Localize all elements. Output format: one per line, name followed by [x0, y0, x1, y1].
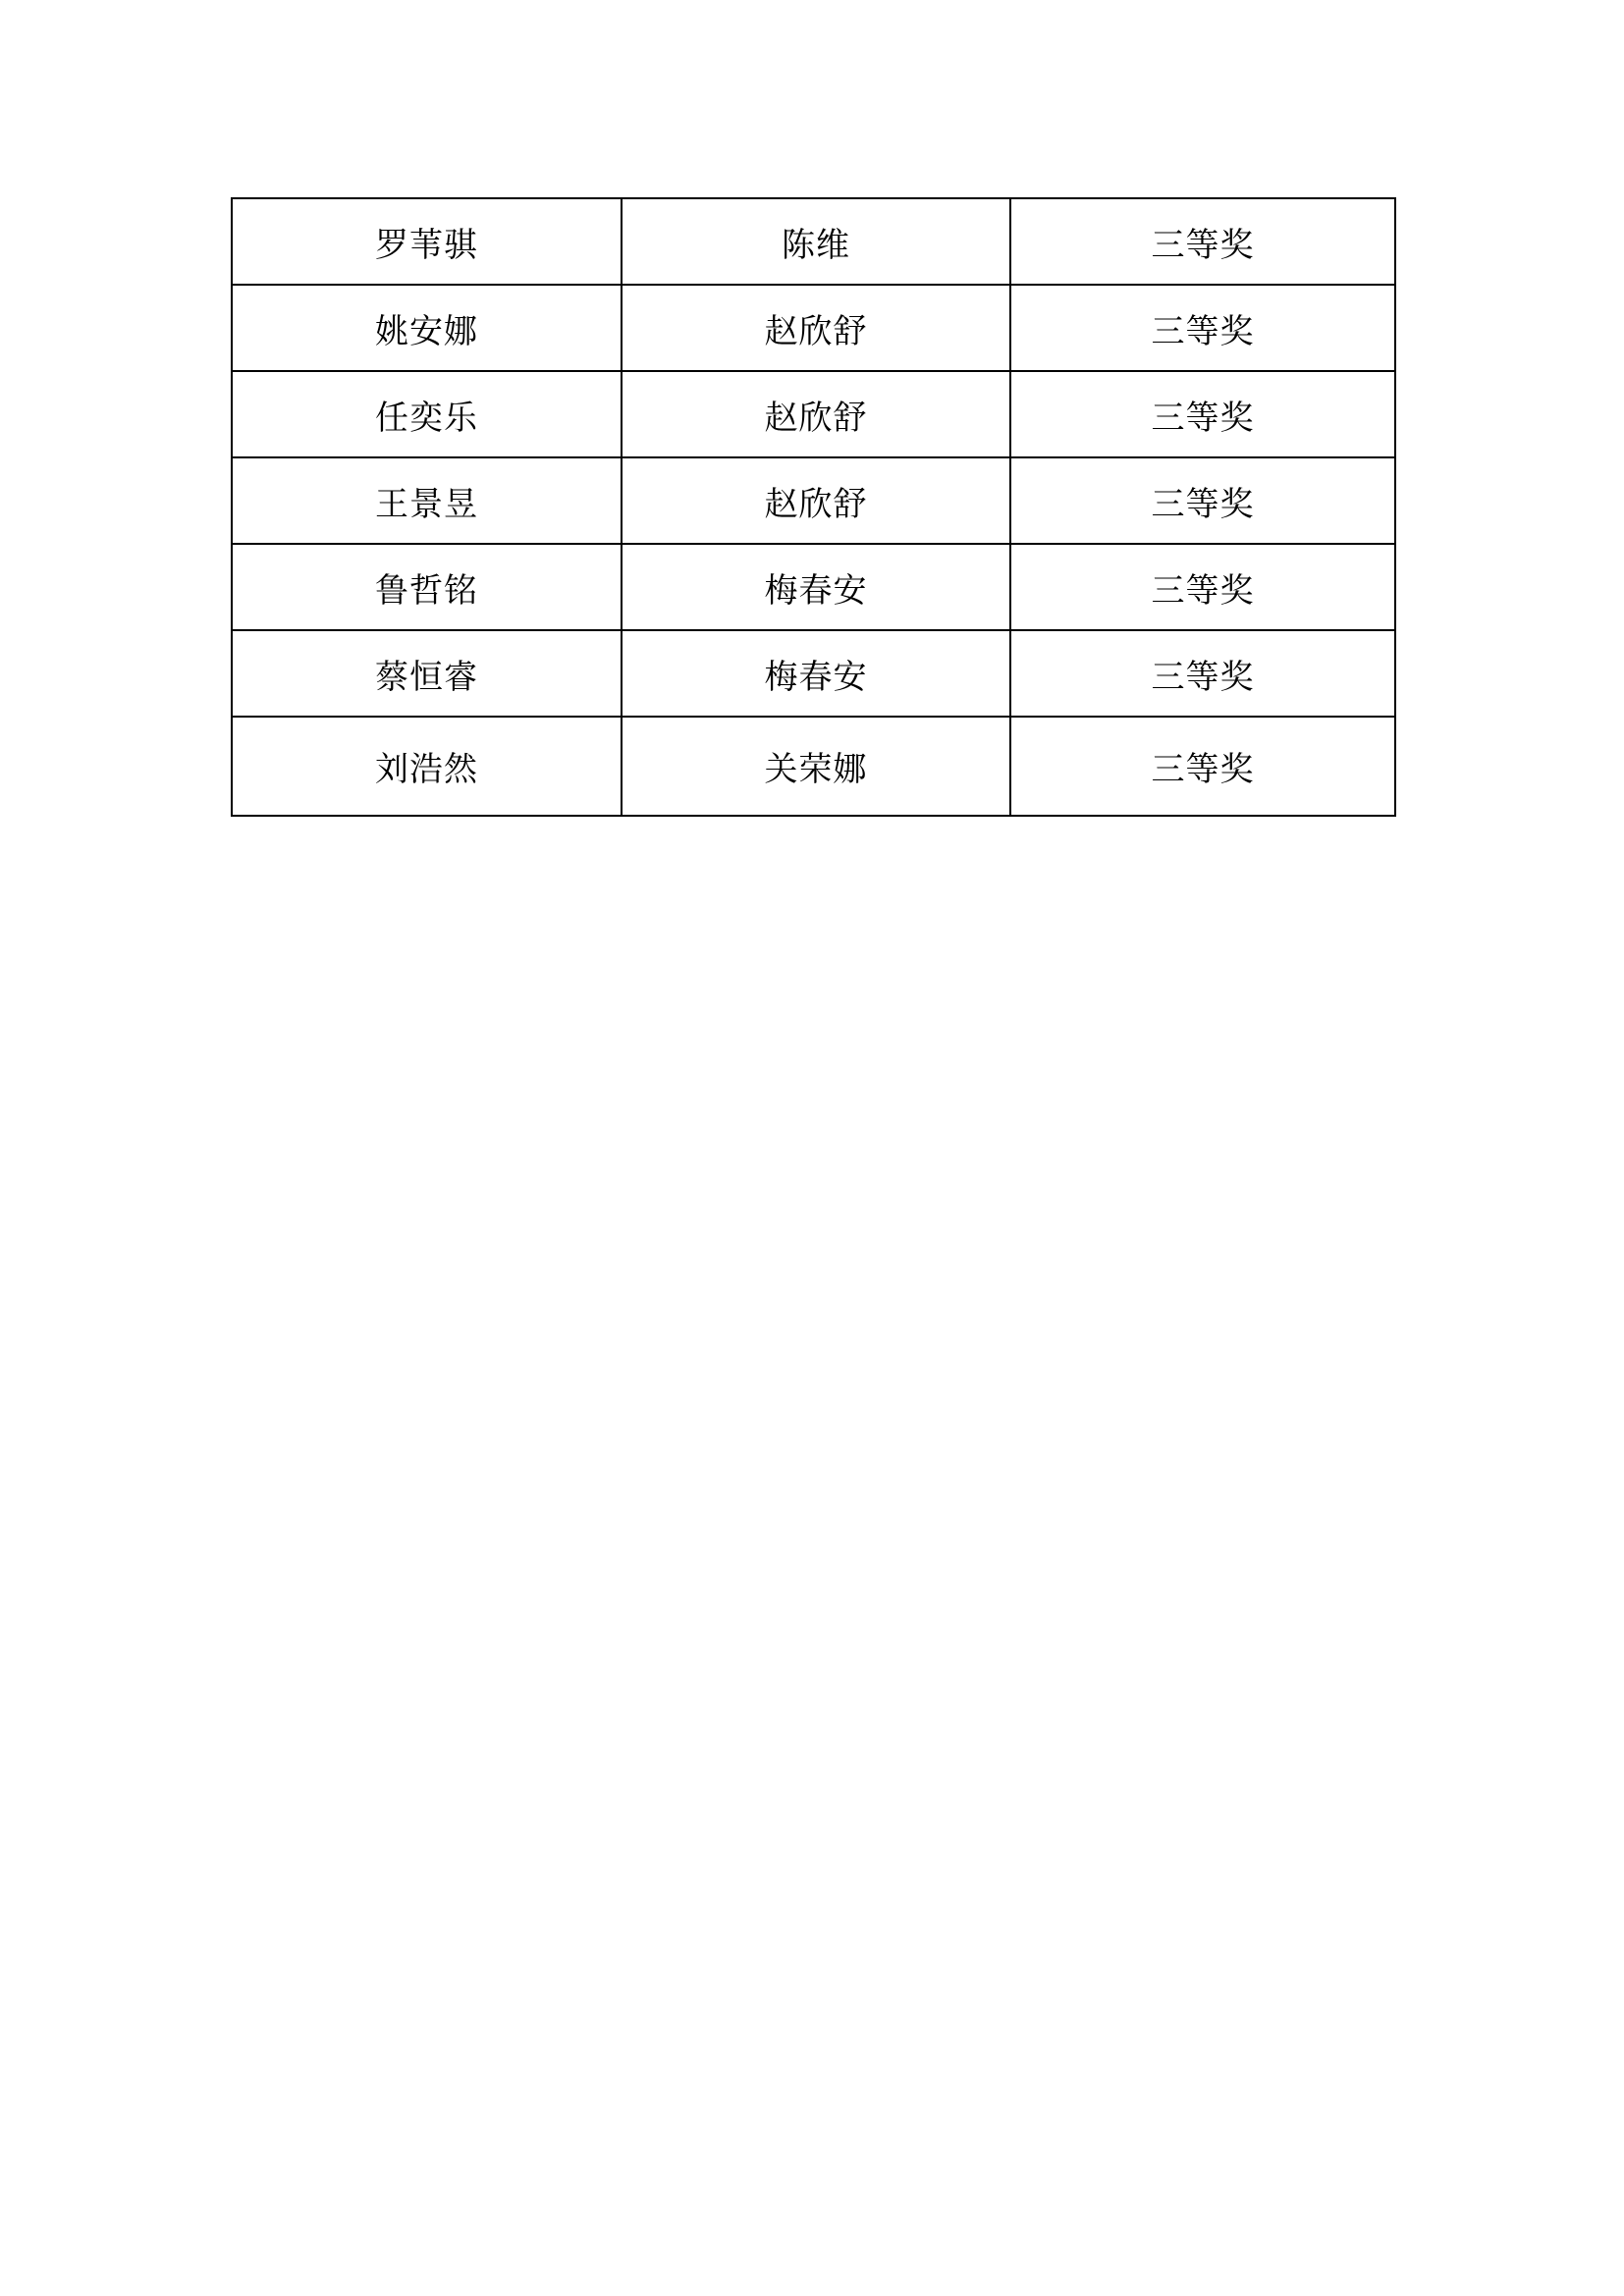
table-row	[232, 457, 1395, 544]
teacher-name-cell: 赵欣舒	[622, 285, 1010, 371]
student-name-cell: 罗苇骐	[232, 198, 622, 285]
table-row	[232, 198, 1395, 285]
table-row	[232, 371, 1395, 457]
award-level-cell: 三等奖	[1010, 457, 1395, 544]
table-row	[232, 630, 1395, 717]
student-name-cell: 刘浩然	[232, 717, 622, 816]
teacher-name-cell: 梅春安	[622, 544, 1010, 630]
teacher-name-cell: 赵欣舒	[622, 371, 1010, 457]
award-level-cell: 三等奖	[1010, 544, 1395, 630]
award-level-cell: 三等奖	[1010, 371, 1395, 457]
teacher-name-cell: 梅春安	[622, 630, 1010, 717]
award-level-cell: 三等奖	[1010, 285, 1395, 371]
table-row	[232, 285, 1395, 371]
table-row	[232, 717, 1395, 816]
student-name-cell: 任奕乐	[232, 371, 622, 457]
award-level-cell: 三等奖	[1010, 198, 1395, 285]
student-name-cell: 蔡恒睿	[232, 630, 622, 717]
student-name-cell: 姚安娜	[232, 285, 622, 371]
awards-table	[231, 197, 1396, 817]
award-level-cell: 三等奖	[1010, 717, 1395, 816]
table-row	[232, 544, 1395, 630]
teacher-name-cell: 陈维	[622, 198, 1010, 285]
teacher-name-cell: 关荣娜	[622, 717, 1010, 816]
student-name-cell: 鲁哲铭	[232, 544, 622, 630]
award-level-cell: 三等奖	[1010, 630, 1395, 717]
teacher-name-cell: 赵欣舒	[622, 457, 1010, 544]
student-name-cell: 王景昱	[232, 457, 622, 544]
